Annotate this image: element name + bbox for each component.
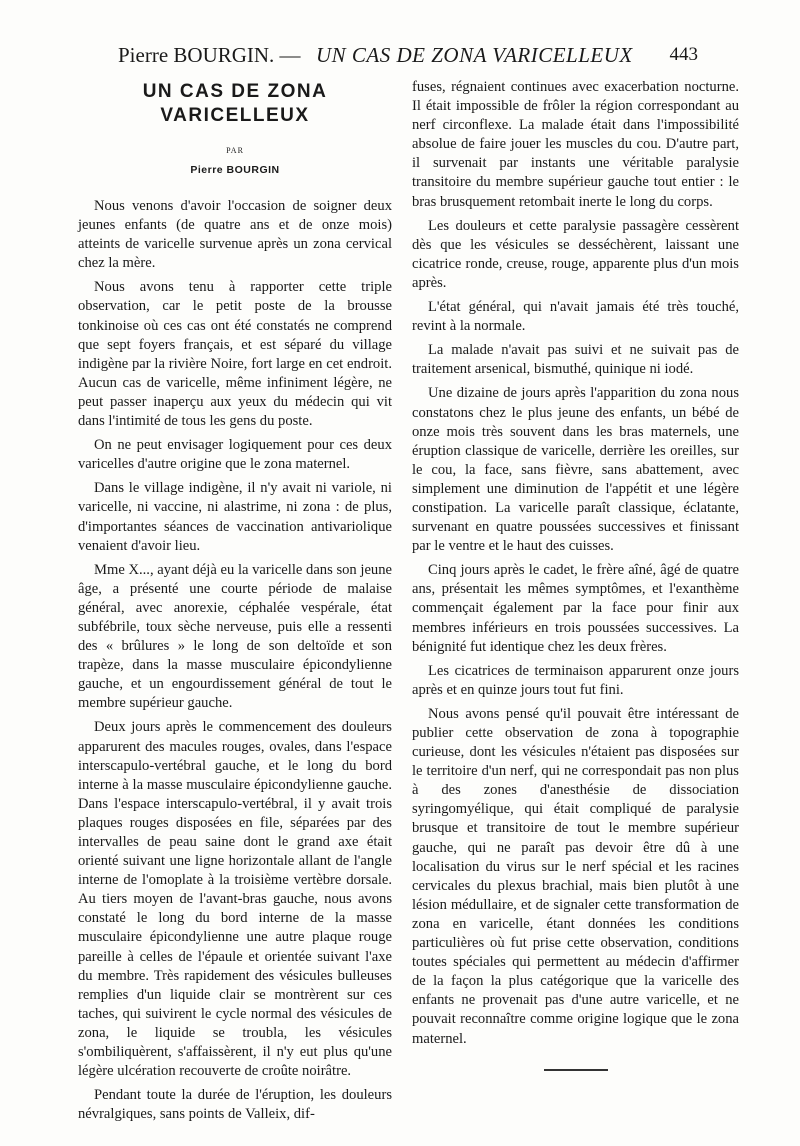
paragraph: L'état général, qui n'avait jamais été très touché, revint à la normale. (412, 299, 739, 335)
paragraph: Nous avons pensé qu'il pouvait être intéressant de publier cette observation de zona à topographie curieuse, dont les vésicules n'étaient pas disposées sur le territoire d'un nerf, qui ne correspondait pas non plus à des zones d'anesthésie de dissociation syringomyélique, qui était compliqué de paralysie brusque et transitoire de tout le membre supérieur gauche, qui ne paraît pas devoir être dû à une localisation du virus sur le nerf spécial et les racines cervicales du plexus brachial, mais bien plutôt à une lésion médullaire, et de signaler cette transformation de zona en varicelle, étant données les conditions particulières où fut prise cette observation, conditions toutes spéciales qui permettent au médecin d'affirmer de la façon la plus catégorique que la varicelle des enfants ne provenait pas d'une autre varicelle, et ne pouvait reconnaître comme origine logique que le zona maternel. (412, 705, 739, 1047)
left-paragraphs (78, 197, 392, 1124)
byline-author: Pierre BOURGIN (190, 164, 280, 176)
paragraph: La malade n'avait pas suivi et ne suivait pas de traitement arsenical, bismuthé, quinique ni iodé. (412, 342, 739, 378)
running-head (118, 40, 698, 70)
paragraph: On ne peut envisager logiquement pour ces deux varicelles d'autre origine que le zona maternel. (78, 437, 392, 473)
left-column (78, 78, 392, 1129)
paragraph: Mme X..., ayant déjà eu la varicelle dans son jeune âge, a présenté une courte période de malaise général, avec anorexie, céphalée vespérale, état subfébrile, toux sèche nerveuse, puis elle a ressenti des « brûlures » le long de son deltoïde et son trapèze, dans la masse musculaire épicondylienne gauche, et un engourdissement général de tout le membre supérieur gauche. (78, 561, 392, 712)
paragraph: Cinq jours après le cadet, le frère aîné, âgé de quatre ans, présentait les mêmes symptômes, et l'exanthème commençait également par la face pour finir aux membres inférieurs en trois poussées successives. La bénignité fut identique chez les deux frères. (412, 562, 739, 655)
paragraph: Nous avons tenu à rapporter cette triple observation, car le petit poste de la brousse tonkinoise où ces cas ont été constatés ne comprend que sept foyers français, et est séparé du village indigène par la rivière Noire, fort large en cet endroit. Aucun cas de varicelle, même infiniment légère, ne peut passer inaperçu aux yeux du médecin qui vit dans l'intimité de tous les gens du poste. (78, 279, 392, 430)
paragraph: Nous venons d'avoir l'occasion de soigner deux jeunes enfants (de quatre ans et de onze mois) atteints de varicelle survenue après un zona cervical chez la mère. (78, 198, 392, 272)
running-head-author: Pierre BOURGIN. — (118, 43, 301, 67)
article-title-line-2: VARICELLEUX (160, 105, 310, 126)
running-head-title: UN CAS DE ZONA VARICELLEUX (316, 43, 633, 67)
article-title-line-1: UN CAS DE ZONA (142, 81, 328, 102)
end-rule (544, 1069, 608, 1071)
paragraph: Pendant toute la durée de l'éruption, les douleurs névralgiques, sans points de Valleix, dif- (78, 1087, 392, 1123)
paragraph: Une dizaine de jours après l'apparition du zona nous constatons chez le plus jeune des enfants, un bébé de onze mois très souvent dans les bras maternels, une éruption classique de varicelle, derrière les oreilles, sur le cou, la face, sans fièvre, sans abattement, avec simplement une diminution de l'appétit et une légère constipation. La varicelle paraît classique, éclatante, survenant en quatre poussées successives et finissant par le ventre et le haut des cuisses. (412, 385, 739, 555)
paragraph: Dans le village indigène, il n'y avait ni variole, ni varicelle, ni vaccine, ni alastrime, ni zona : de plus, d'importantes séances de vaccination antivariolique venaient d'avoir lieu. (78, 480, 392, 554)
paragraph: Les cicatrices de terminaison apparurent onze jours après et en quinze jours tout fut fini. (412, 662, 739, 698)
paragraph: Deux jours après le commencement des douleurs apparurent des macules rouges, ovales, dans l'espace interscapulo-vertébral gauche, et le long du bord interne à la masse musculaire épicondylienne gauche. Dans l'espace interscapulo-vertébral, il y avait trois plaques rouges disposées en file, séparées par des intervalles de peau saine dont le grand axe était orienté suivant une ligne horizontale allant de l'angle interne de l'omoplate à la troisième vertèbre dorsale. Au tiers moyen de l'avant-bras gauche, nous avons constaté le long du bord interne de la masse musculaire épicondylienne une autre plaque rouge pareille à celles de l'épaule et orientée suivant l'axe du membre. Très rapidement des vésicules bulleuses remplies d'un liquide clair se montrèrent sur ces taches, qui suivirent le cycle normal des vésicules de zona, le liquide se troubla, les vésicules s'ombiliquèrent, s'affaissèrent, il n'y eut plus qu'une légère ulcération recouverte de croûte noirâtre. (78, 719, 392, 1080)
article-title (78, 80, 392, 128)
paragraph: Les douleurs et cette paralysie passagère cessèrent dès que les vésicules se desséchèrent, laissant une cicatrice ronde, creuse, rouge, apparente plus d'un mois après. (412, 217, 739, 291)
byline-par: PAR (226, 146, 244, 155)
page-number: 443 (669, 44, 698, 65)
right-column (412, 78, 739, 1071)
paragraph: fuses, régnaient continues avec exacerbation nocturne. Il était impossible de frôler la région correspondant au nerf circonflexe. La malade était dans l'impossibilité absolue de faire jouer les muscles du cou. D'autre part, il survenait par instants une véritable paralysie transitoire du membre supérieur gauche tout entier : le bras brusquement retombait inerte le long du corps. (412, 79, 739, 210)
